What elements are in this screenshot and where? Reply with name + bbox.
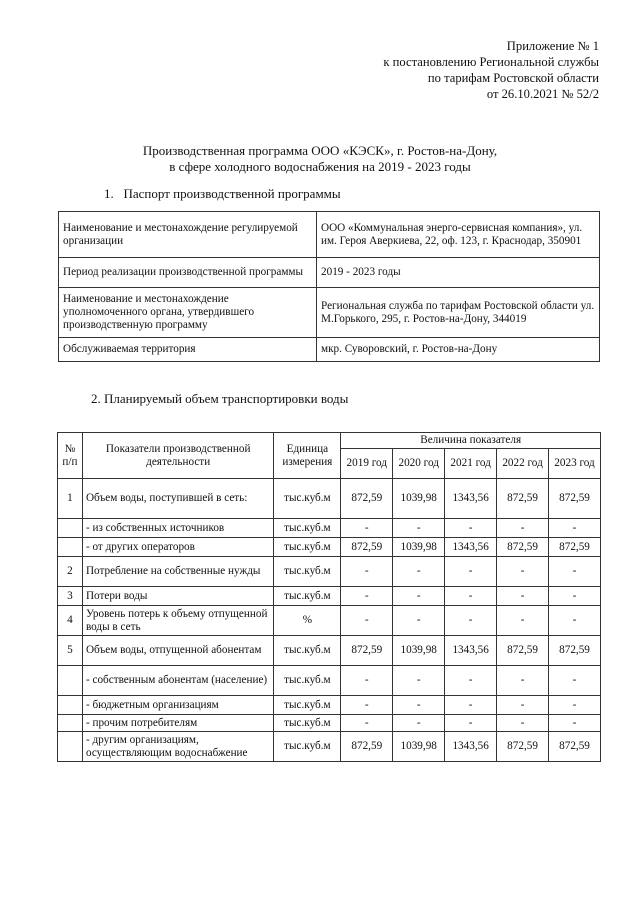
appendix-line: Приложение № 1 [506,39,599,53]
row-unit: тыс.куб.м [274,715,341,732]
header-year: 2020 год [393,449,445,479]
table-row [58,557,601,587]
row-value: - [497,519,549,538]
row-value: - [393,696,445,715]
section-1-heading [104,186,341,202]
section-1-number: 1. [104,186,114,201]
appendix-note [383,38,599,102]
passport-label: Наименование и местонахождение регулируемой организации [59,212,317,258]
table-row [58,732,601,762]
row-unit: тыс.куб.м [274,587,341,606]
row-indicator: Объем воды, поступившей в сеть: [82,479,273,519]
row-value: - [497,696,549,715]
row-indicator: Потери воды [82,587,273,606]
row-indicator: Объем воды, отпущенной абонентам [82,636,273,666]
row-value: 1343,56 [445,636,497,666]
row-value: - [341,519,393,538]
row-value: 1343,56 [445,732,497,762]
row-unit: тыс.куб.м [274,636,341,666]
row-number: 4 [58,606,83,636]
row-number [58,666,83,696]
row-value: 872,59 [549,732,601,762]
row-value: 872,59 [341,479,393,519]
row-value: 872,59 [341,538,393,557]
table-row [58,479,601,519]
row-indicator: - собственным абонентам (население) [82,666,273,696]
row-value: - [445,606,497,636]
row-value: - [341,587,393,606]
row-value: - [341,557,393,587]
passport-value: Региональная служба по тарифам Ростовской области ул. М.Горького, 295, г. Ростов-на-Дону, 344019 [317,288,600,338]
row-value: 872,59 [341,732,393,762]
row-value: 872,59 [497,538,549,557]
header-num: № п/п [58,433,83,479]
appendix-line: от 26.10.2021 № 52/2 [486,87,599,101]
row-value: 872,59 [549,538,601,557]
header-year: 2021 год [445,449,497,479]
row-number [58,538,83,557]
row-unit: тыс.куб.м [274,732,341,762]
table-row [59,338,600,362]
row-value: - [393,666,445,696]
row-value: 1039,98 [393,538,445,557]
row-indicator: - другим организациям, осуществляющим водоснабжение [82,732,273,762]
appendix-line: к постановлению Региональной службы [383,55,599,69]
row-number: 5 [58,636,83,666]
row-value: - [445,587,497,606]
table-row [58,587,601,606]
table-row [58,696,601,715]
table-row [58,636,601,666]
section-1-title: Паспорт производственной программы [123,186,341,201]
row-unit: тыс.куб.м [274,519,341,538]
title-line-1: Производственная программа ООО «КЭСК», г. Ростов-на-Дону, [142,143,498,158]
row-value: - [549,519,601,538]
row-value: - [393,587,445,606]
row-value: 1039,98 [393,479,445,519]
row-number [58,696,83,715]
row-number [58,715,83,732]
row-number: 1 [58,479,83,519]
table-row [59,258,600,288]
row-value: - [497,587,549,606]
row-value: 872,59 [497,732,549,762]
row-unit: тыс.куб.м [274,666,341,696]
passport-value: ООО «Коммунальная энерго-сервисная компания», ул. им. Героя Аверкиева, 22, оф. 123, г. Краснодар, 350901 [317,212,600,258]
row-value: - [497,606,549,636]
table-row [58,666,601,696]
row-value: - [393,557,445,587]
row-indicator: - бюджетным организациям [82,696,273,715]
title-line-2: в сфере холодного водоснабжения на 2019 - 2023 годы [169,159,471,174]
row-unit: тыс.куб.м [274,557,341,587]
row-value: 1343,56 [445,538,497,557]
appendix-line: по тарифам Ростовской области [427,71,599,85]
row-value: - [549,666,601,696]
row-value: - [341,666,393,696]
row-number [58,732,83,762]
header-indicator: Показатели производственной деятельности [82,433,273,479]
row-value: - [445,696,497,715]
passport-label: Обслуживаемая территория [59,338,317,362]
row-value: 1343,56 [445,479,497,519]
row-value: - [497,666,549,696]
row-indicator: Потребление на собственные нужды [82,557,273,587]
row-value: - [445,666,497,696]
row-value: - [393,606,445,636]
row-unit: тыс.куб.м [274,538,341,557]
row-unit: тыс.куб.м [274,479,341,519]
row-value: - [445,715,497,732]
row-value: - [549,606,601,636]
passport-value: 2019 - 2023 годы [317,258,600,288]
row-value: - [549,696,601,715]
table-row [58,606,601,636]
row-value: - [549,715,601,732]
row-indicator: - из собственных источников [82,519,273,538]
row-value: - [549,587,601,606]
row-value: - [497,715,549,732]
row-value: 872,59 [497,636,549,666]
row-value: - [393,519,445,538]
row-indicator: Уровень потерь к объему отпущенной воды в сеть [82,606,273,636]
row-indicator: - от других операторов [82,538,273,557]
table-row [59,288,600,338]
row-indicator: - прочим потребителям [82,715,273,732]
row-value: - [549,557,601,587]
row-value: - [497,557,549,587]
row-value: 872,59 [341,636,393,666]
row-value: 1039,98 [393,732,445,762]
row-value: - [341,696,393,715]
table-header-row [58,433,601,449]
section-2-heading: 2. Планируемый объем транспортировки воды [91,391,349,406]
passport-value: мкр. Суворовский, г. Ростов-на-Дону [317,338,600,362]
table-row [58,519,601,538]
row-number [58,519,83,538]
row-value: 872,59 [549,479,601,519]
row-unit: % [274,606,341,636]
passport-label: Наименование и местонахождение уполномоченного органа, утвердившего производственную программу [59,288,317,338]
water-volume-table [57,432,601,762]
row-number: 3 [58,587,83,606]
row-value: - [341,606,393,636]
document-title [0,143,640,175]
row-number: 2 [58,557,83,587]
table-row [58,715,601,732]
row-value: 872,59 [497,479,549,519]
row-value: - [393,715,445,732]
header-year: 2019 год [341,449,393,479]
table-row [59,212,600,258]
header-year: 2023 год [549,449,601,479]
volume-table-body [58,479,601,762]
header-year: 2022 год [497,449,549,479]
row-value: - [341,715,393,732]
header-value-group: Величина показателя [341,433,601,449]
row-value: 1039,98 [393,636,445,666]
row-value: 872,59 [549,636,601,666]
passport-table [58,211,600,362]
row-unit: тыс.куб.м [274,696,341,715]
row-value: - [445,557,497,587]
header-unit: Единица измерения [274,433,341,479]
row-value: - [445,519,497,538]
passport-label: Период реализации производственной программы [59,258,317,288]
table-row [58,538,601,557]
